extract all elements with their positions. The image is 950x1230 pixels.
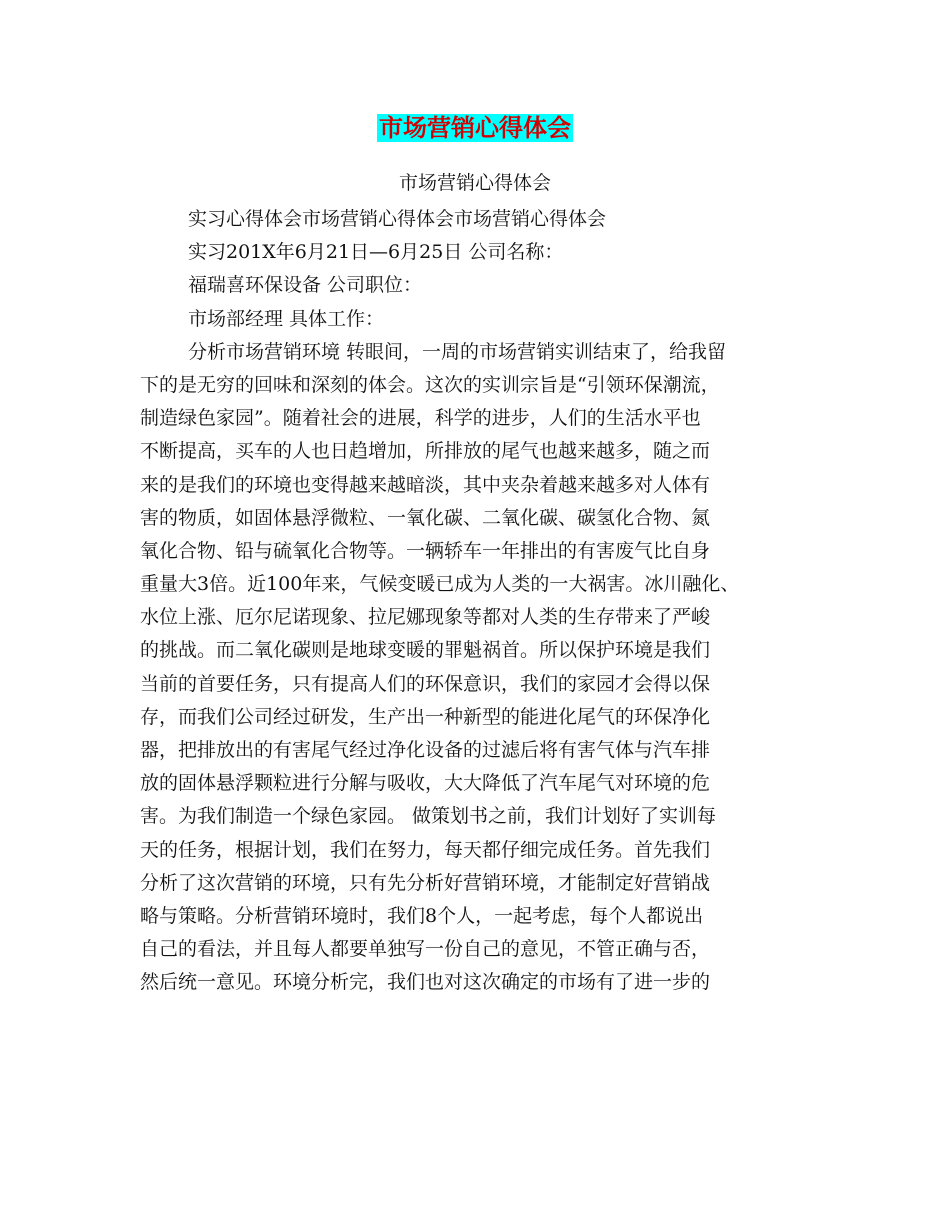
body-line: 来的是我们的环境也变得越来越暗淡，其中夹杂着越来越多对人体有 [140,473,711,496]
body-line: 当前的首要任务，只有提高人们的环保意识，我们的家园才会得以保 [140,672,711,695]
body-line: 实习心得体会市场营销心得体会市场营销心得体会 [188,208,607,230]
body-line: 氧化合物、铅与硫氧化合物等。一辆轿车一年排出的有害废气比自身 [140,539,711,562]
body-line: 水位上涨、厄尔尼诺现象、拉尼娜现象等都对人类的生存带来了严峻 [140,606,711,629]
body-line: 天的任务，根据计划，我们在努力，每天都仔细完成任务。首先我们 [140,838,711,861]
body-line: 略与策略。分析营销环境时，我们8个人，一起考虑，每个人都说出 [140,904,704,927]
body-line: 器，把排放出的有害尾气经过净化设备的过滤后将有害气体与汽车排 [140,739,711,761]
document-title [0,112,950,144]
body-line: 下的是无穷的回味和深刻的体会。这次的实训宗旨是“引领环保潮流， [140,373,720,396]
body-line: 存，而我们公司经过研发，生产出一种新型的能进化尾气的环保净化 [140,705,711,728]
body-line: 自己的看法，并且每人都要单独写一份自己的意见，不管正确与否， [140,938,711,961]
body-line: 然后统一意见。环境分析完，我们也对这次确定的市场有了进一步的 [140,971,711,994]
body-line: 害。为我们制造一个绿色家园。 做策划书之前，我们计划好了实训每 [140,805,717,828]
body-line: 的挑战。而二氧化碳则是地球变暖的罪魁祸首。所以保护环境是我们 [140,639,711,662]
document-title-text: 市场营销心得体会 [379,114,571,142]
body-line: 分析市场营销环境 转眼间，一周的市场营销实训结束了，给我留 [188,340,727,363]
body-line: 实习201X年6月21日—6月25日 公司名称： [188,241,564,264]
body-line: 害的物质，如固体悬浮微粒、一氧化碳、二氧化碳、碳氢化合物、氮 [140,506,711,529]
body-line: 制造绿色家园”。随着社会的进展，科学的进步，人们的生活水平也 [140,407,701,430]
document-subtitle: 市场营销心得体会 [398,172,551,194]
body-line: 福瑞喜环保设备 公司职位： [188,274,423,297]
document-body [140,203,820,1000]
body-line: 重量大3倍。近100年来，气候变暖已成为人类的一大祸害。冰川融化、 [140,573,740,596]
body-line: 放的固体悬浮颗粒进行分解与吸收，大大降低了汽车尾气对环境的危 [140,772,711,795]
body-line: 分析了这次营销的环境，只有先分析好营销环境，才能制定好营销战 [140,871,711,894]
body-line: 不断提高，买车的人也日趋增加，所排放的尾气也越来越多，随之而 [140,440,711,463]
body-line: 市场部经理 具体工作： [188,307,385,330]
